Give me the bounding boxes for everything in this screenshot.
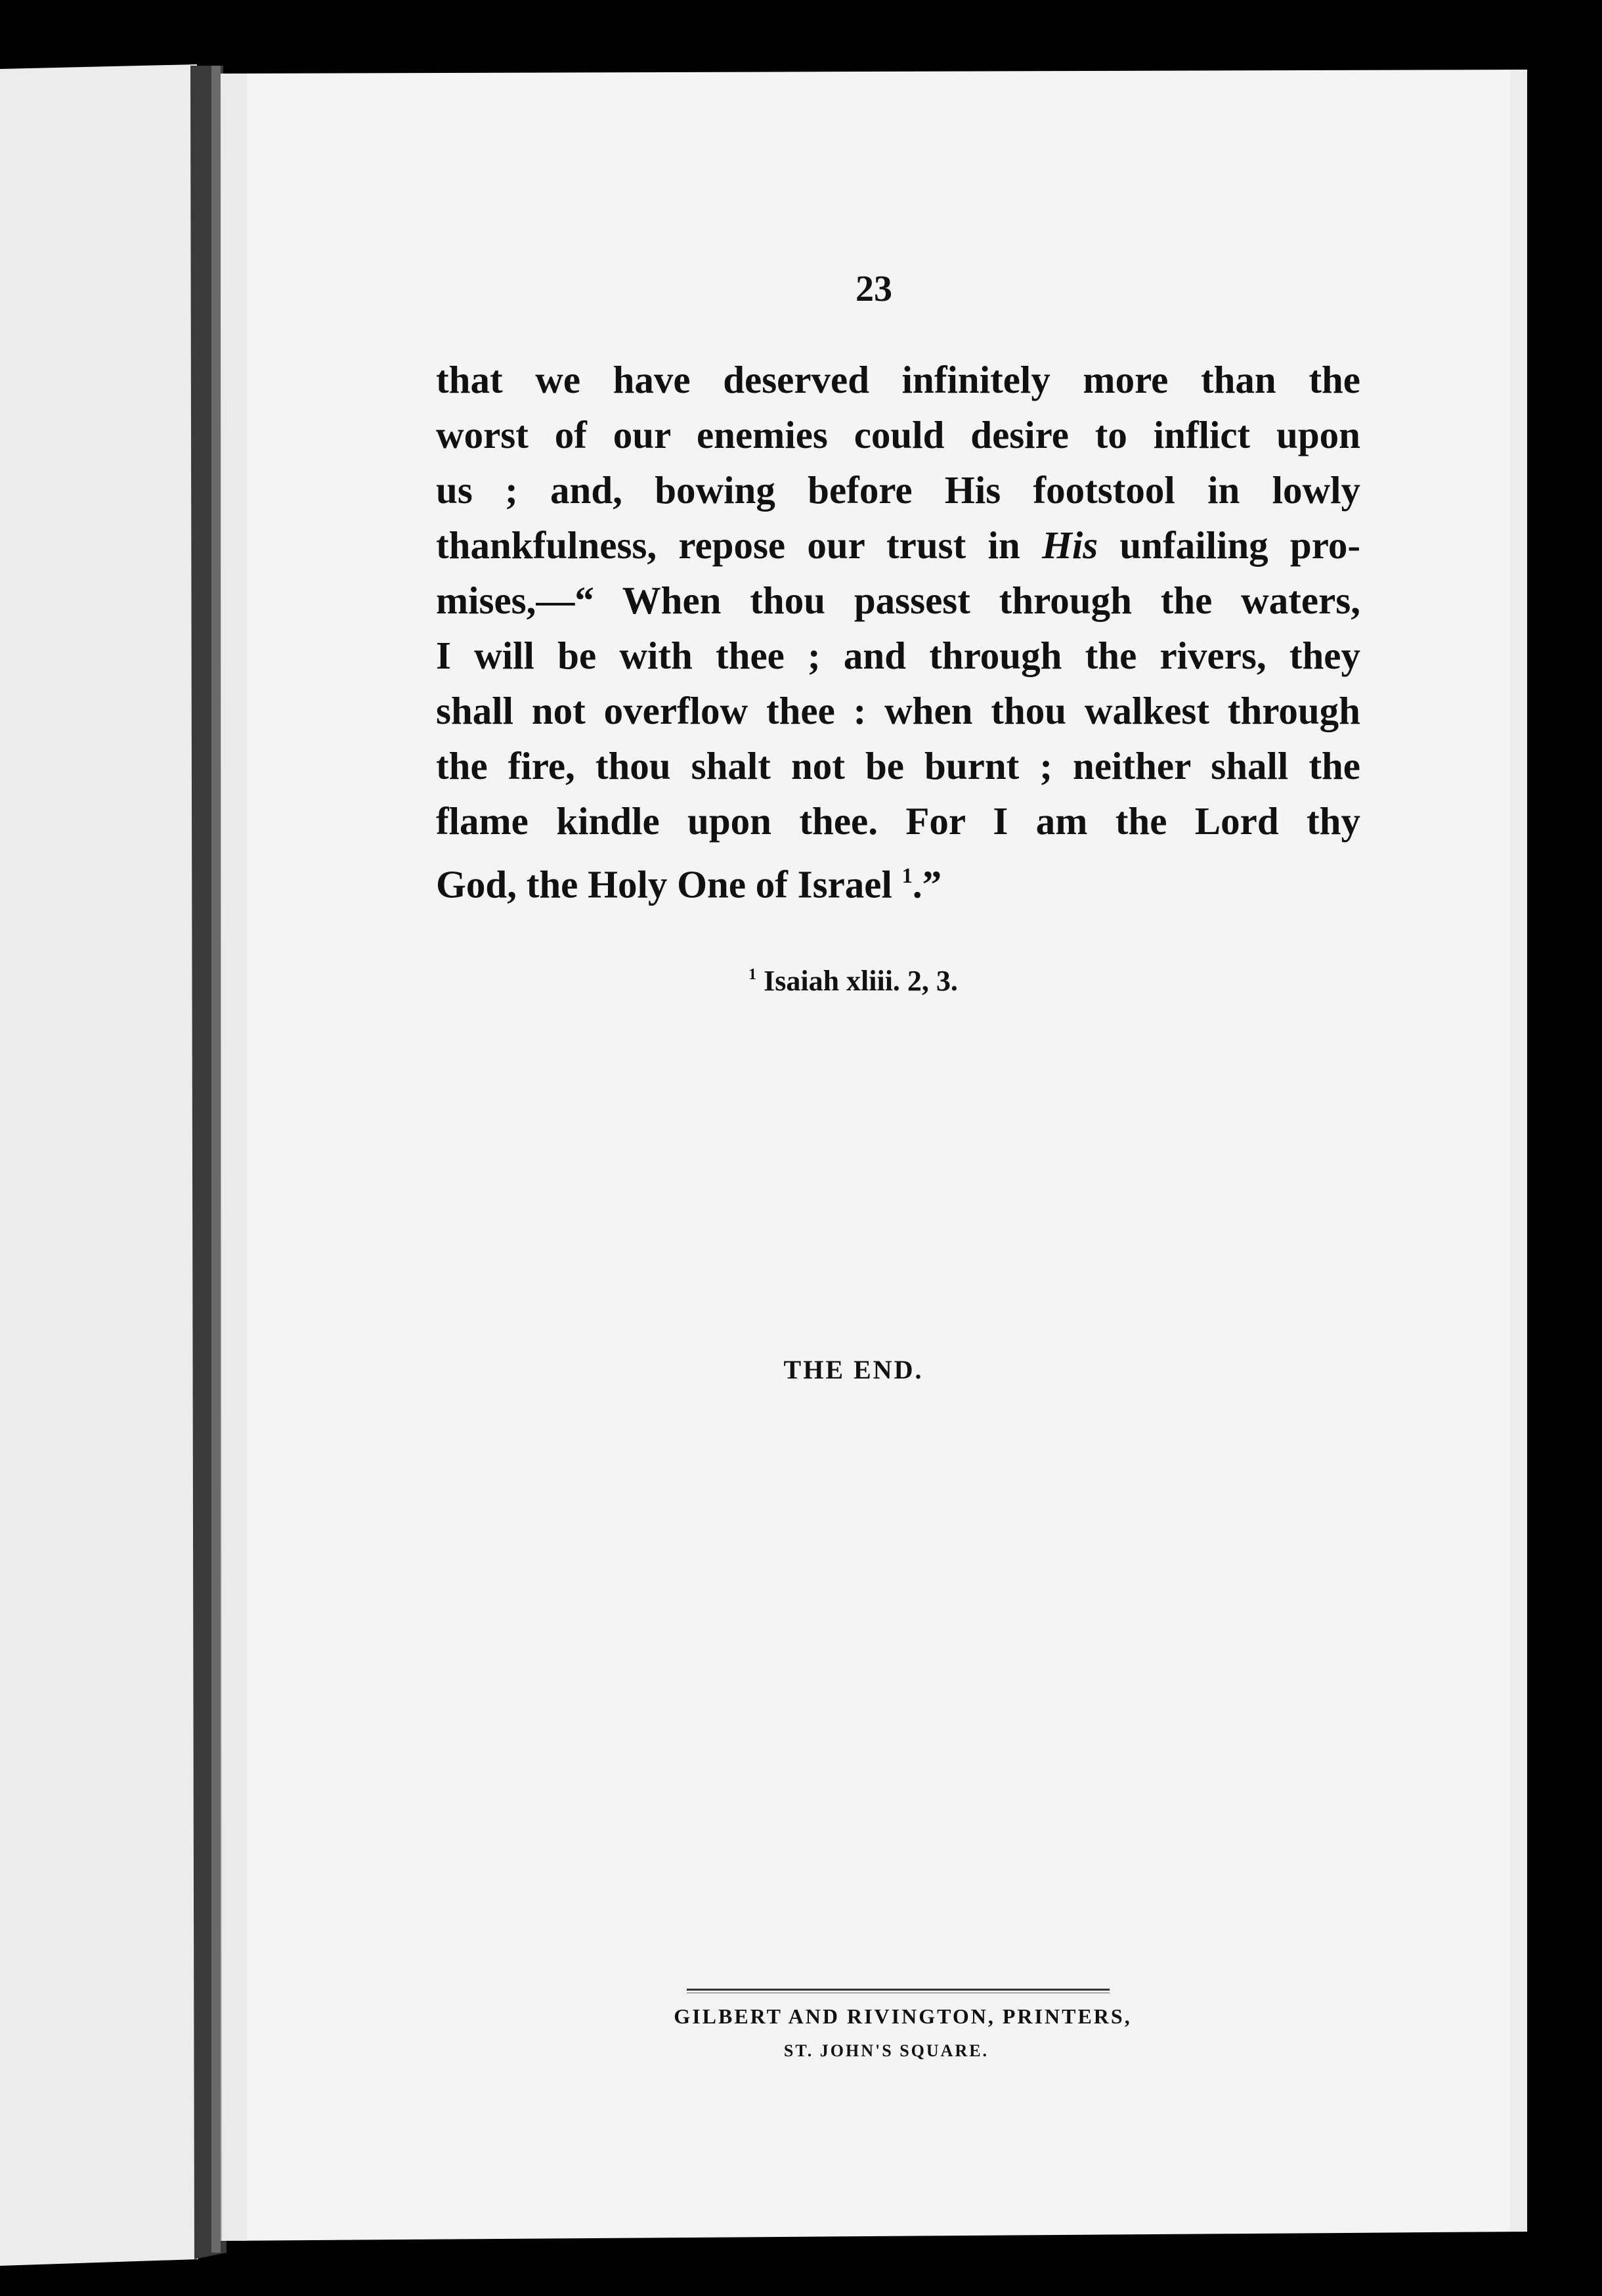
text-line: shall not overflow thee : when thou walkest through [436,689,1360,732]
page-number: 23 [855,269,892,309]
printer-imprint: GILBERT AND RIVINGTON, PRINTERS, [674,2004,1132,2028]
text-line: I will be with thee ; and through the rivers, they [436,634,1360,677]
left-page [0,64,198,2266]
text-line: that we have deserved infinitely more than the [436,358,1360,401]
text-line: mises,—“ When thou passest through the waters, [436,579,1360,622]
footnote: $^1$ Isaiah xliii. 2, 3. [748,965,958,997]
divider-rule [687,1989,1110,1991]
text-line: us ; and, bowing before His footstool in lowly [436,468,1360,512]
printer-address: ST. JOHN'S SQUARE. [783,2041,989,2060]
text-line: flame kindle upon thee. For I am the Lord thy [436,799,1360,843]
body-text [436,352,1360,904]
text-line: God, the Holy One of Israel $^1$.” [436,862,942,906]
text-line: thankfulness, repose our trust in His unfailing pro- [436,523,1360,567]
text-line: the fire, thou shalt not be burnt ; neither shall the [436,744,1360,787]
text-line: worst of our enemies could desire to inflict upon [436,413,1360,456]
closing-text: THE END. [783,1355,924,1384]
